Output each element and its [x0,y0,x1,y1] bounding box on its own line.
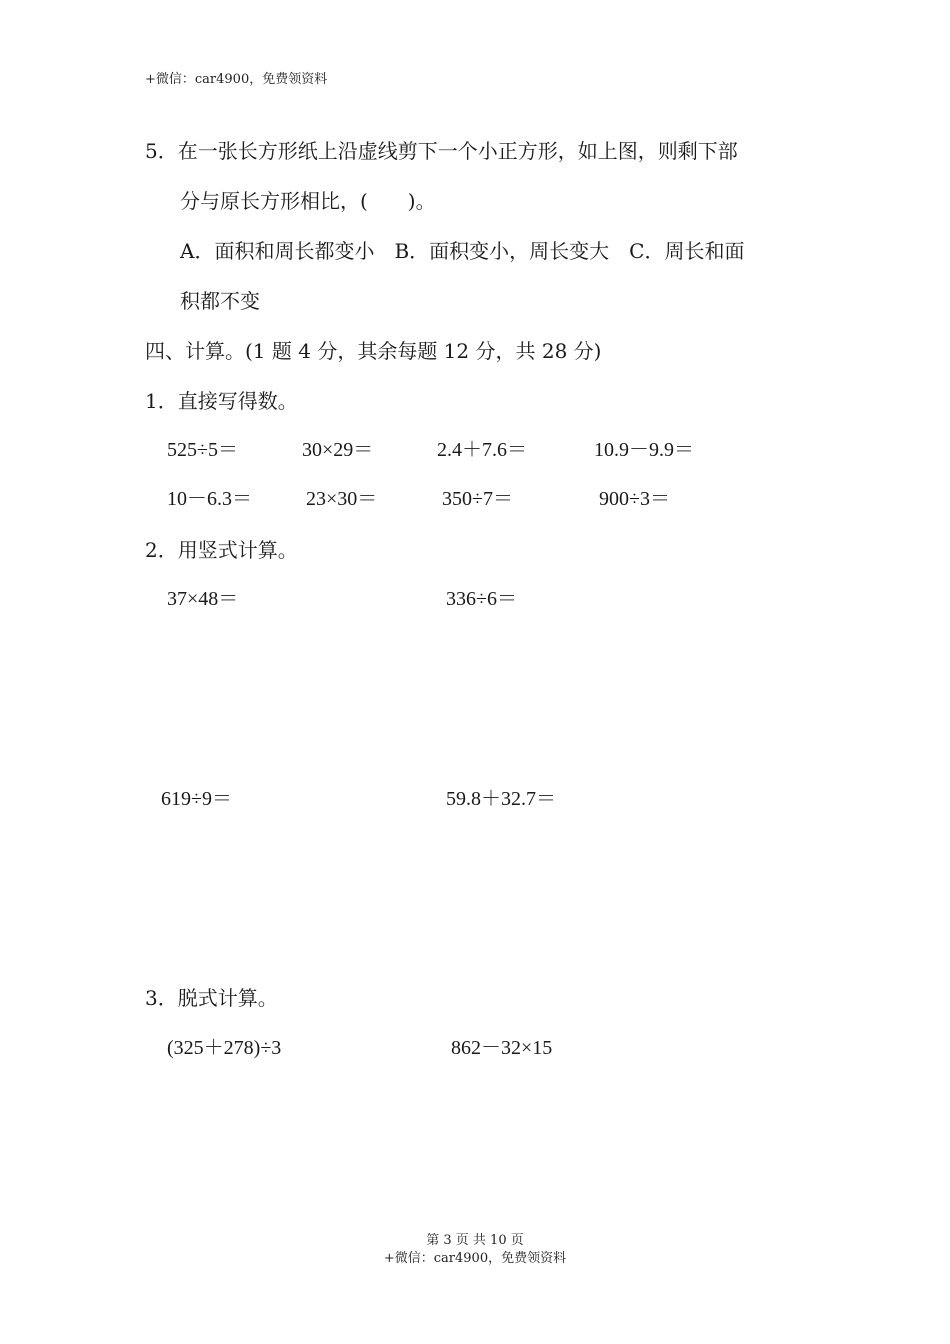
oral-calc-item: 23×30＝ [306,488,378,510]
question-5-line-1: 5．在一张长方形纸上沿虚线剪下一个小正方形，如上图，则剩下部 [145,139,738,163]
question-5-options: A．面积和周长都变小 B．面积变小，周长变大 C．周长和面 [180,239,745,263]
stepwise-calc-item: (325＋278)÷3 [167,1037,282,1059]
vertical-calc-item: 37×48＝ [167,588,239,610]
sub-2-title: 2．用竖式计算。 [145,538,298,562]
footer-contact: +微信：car4900，免费领资料 [383,1251,567,1266]
section-4-title: 四、计算。(1 题 4 分，其余每题 12 分，共 28 分) [145,339,602,363]
oral-calc-item: 525÷5＝ [167,439,238,461]
vertical-calc-item: 336÷6＝ [446,588,517,610]
page-number: 第 3 页 共 10 页 [426,1233,524,1248]
sub-1-title: 1．直接写得数。 [145,389,298,413]
sub-3-title: 3．脱式计算。 [145,986,278,1010]
vertical-calc-item: 619÷9＝ [161,788,232,810]
oral-calc-item: 350÷7＝ [442,488,513,510]
oral-calc-item: 900÷3＝ [599,488,670,510]
question-5-options-cont: 积都不变 [180,289,260,313]
stepwise-calc-item: 862－32×15 [451,1037,553,1059]
vertical-calc-item: 59.8＋32.7＝ [446,788,556,810]
oral-calc-item: 10.9－9.9＝ [594,439,694,461]
oral-calc-item: 2.4＋7.6＝ [437,439,527,461]
oral-calc-item: 30×29＝ [302,439,374,461]
oral-calc-item: 10－6.3＝ [167,488,252,510]
question-5-line-2: 分与原长方形相比，( )。 [180,189,436,213]
header-contact: +微信：car4900，免费领资料 [145,72,328,87]
